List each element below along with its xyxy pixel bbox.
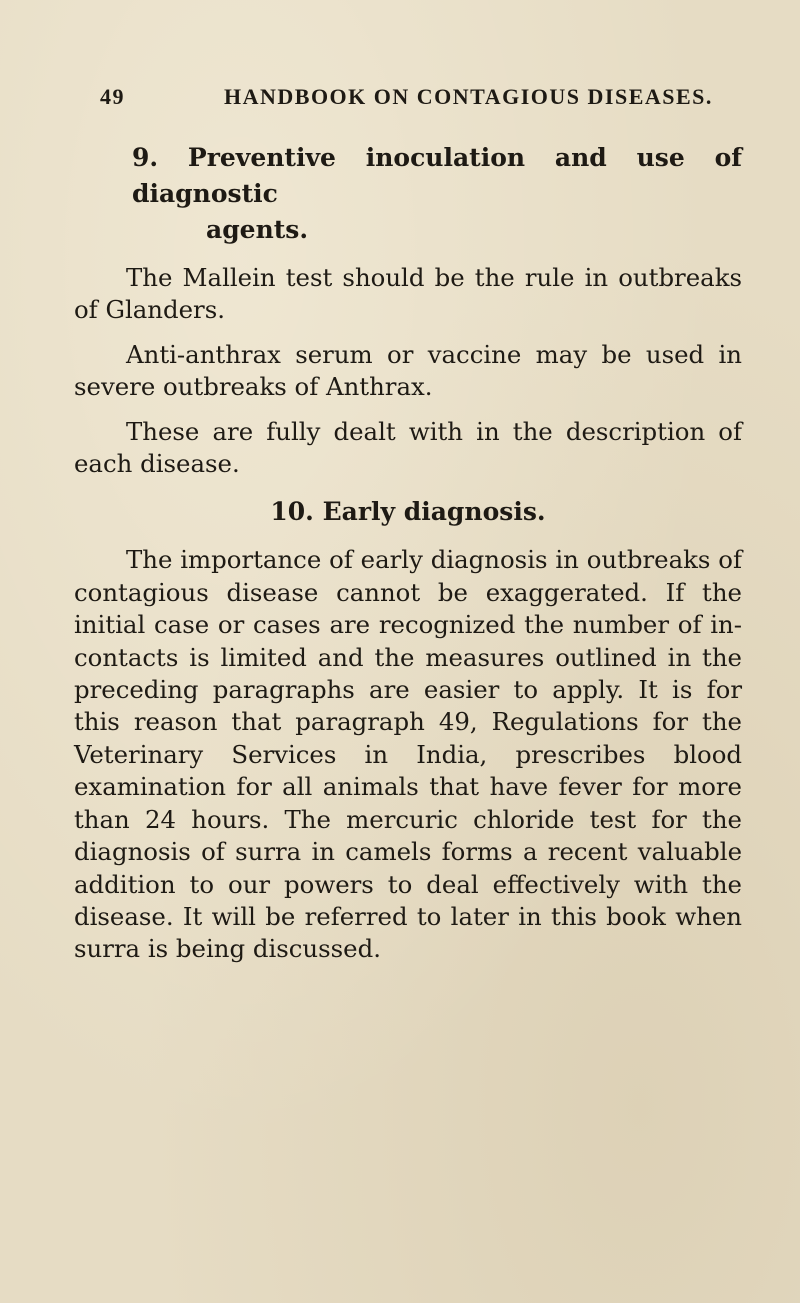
page-body [74, 140, 742, 978]
page-number: 49 [100, 84, 125, 109]
paragraph-early-diagnosis: The importance of early diagnosis in outbreaks of contagious disease cannot be exaggerated. If the initial case or cases are recognized the number of in-contacts is limited and the measures outlined in the preceding paragraphs are easier to apply. It is for this reason that paragraph 49, Regulations for the Veterinary Services in India, prescribes blood examination for all animals that have fever for more than 24 hours. The mercuric chloride test for the diagnosis of surra in camels forms a recent valuable addition to our powers to deal effectively with the disease. It will be referred to later in this book when surra is being discussed. [74, 545, 742, 964]
section-9-heading [74, 140, 742, 248]
section-9-heading-line1: 9. Preventive inoculation and use of diagnostic [132, 143, 742, 208]
running-head [100, 84, 713, 118]
section-10-heading: 10. Early diagnosis. [270, 497, 546, 527]
running-head-title: HANDBOOK ON CONTAGIOUS DISEASES. [224, 84, 713, 109]
paragraph-mallein: The Mallein test should be the rule in outbreaks of Glanders. [74, 263, 742, 325]
section-9-heading-line2: agents. [206, 215, 309, 244]
paragraph-description: These are fully dealt with in the description of each disease. [74, 416, 742, 479]
paragraph-anthrax: Anti-anthrax serum or vaccine may be used in severe outbreaks of Anthrax. [74, 339, 742, 402]
